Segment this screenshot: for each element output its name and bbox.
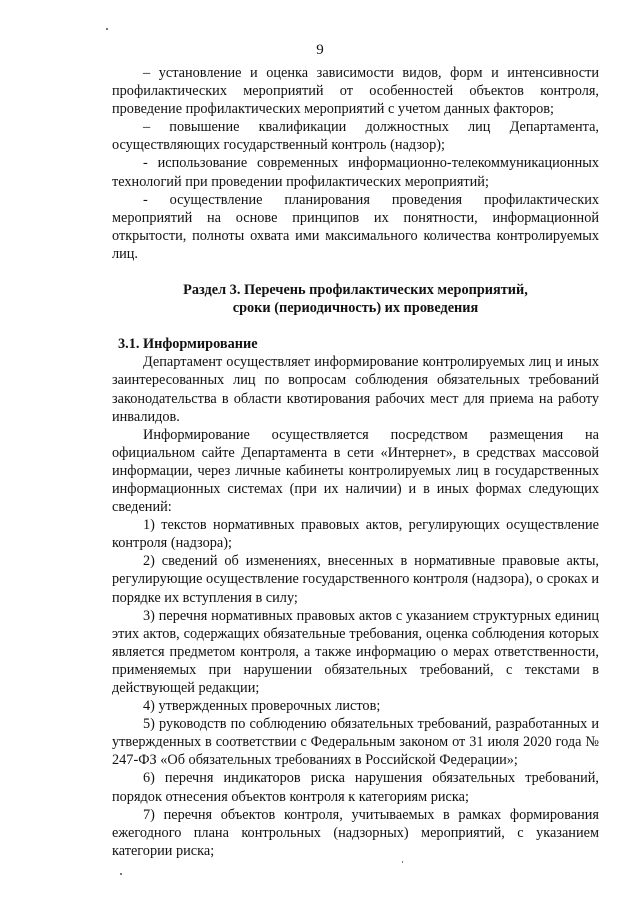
list-item: 3) перечня нормативных правовых актов с указанием структурных единиц этих актов, содержащих обязательные требования, оценка соблюдения которых является предметом контроля, а также информацию о мерах ответственности, применяемых при нарушении обязательных требований, с текстами в действующей редакции; xyxy=(112,607,599,696)
scan-speck xyxy=(402,861,403,863)
list-item: 6) перечня индикаторов риска нарушения обязательных требований, порядок отнесения объектов контроля к категориям риска; xyxy=(112,770,599,805)
document-body xyxy=(112,64,599,860)
subsection-title: 3.1. Информирование xyxy=(118,336,258,353)
page-number: 9 xyxy=(316,42,324,58)
scan-speck xyxy=(120,873,122,875)
paragraph: Департамент осуществляет информирование контролируемых лиц и иных заинтересованных лиц по вопросам соблюдения обязательных требований законодательства в области квотирования рабочих мест для приема на работу инвалидов. xyxy=(112,354,599,425)
intro-item: – повышение квалификации должностных лиц Департамента, осуществляющих государственный контроль (надзор); xyxy=(112,119,599,154)
section-title-line2: сроки (периодичность) их проведения xyxy=(232,300,479,317)
paragraph: Информирование осуществляется посредством размещения на официальном сайте Департамента в сети «Интернет», в средствах массовой информации, через личные кабинеты контролируемых лиц в государственных информационных системах (при их наличии) и в иных формах следующих сведений: xyxy=(112,426,599,516)
list-item: 2) сведений об изменениях, внесенных в нормативные правовые акты, регулирующие осуществление государственного контроля (надзора), о сроках и порядке их вступления в силу; xyxy=(112,553,599,606)
intro-item: – установление и оценка зависимости видов, форм и интенсивности профилактических мероприятий от особенностей объектов контроля, проведение профилактических мероприятий с учетом данных факторов; xyxy=(112,65,599,118)
list-item: 7) перечня объектов контроля, учитываемых в рамках формирования ежегодного плана контрольных (надзорных) мероприятий, с указанием категории риска; xyxy=(112,806,599,859)
section-title-line1: Раздел 3. Перечень профилактических мероприятий, xyxy=(183,282,528,299)
list-item: 4) утвержденных проверочных листов; xyxy=(143,698,381,715)
scan-speck xyxy=(106,28,108,30)
list-item: 5) руководств по соблюдению обязательных требований, разработанных и утвержденных в соответствии с Федеральным законом от 31 июля 2020 года № 247-ФЗ «Об обязательных требованиях в Российской Федерации»; xyxy=(112,716,599,769)
spacer xyxy=(112,263,599,281)
spacer xyxy=(112,317,599,335)
list-item: 1) текстов нормативных правовых актов, регулирующих осуществление контроля (надзора); xyxy=(112,517,599,552)
intro-item: - осуществление планирования проведения профилактических мероприятий на основе принципов их понятности, информационной открытости, полноты охвата ими максимального количества контролируемых лиц. xyxy=(112,191,599,262)
intro-item: - использование современных информационно-телекоммуникационных технологий при проведении профилактических мероприятий; xyxy=(112,155,599,190)
